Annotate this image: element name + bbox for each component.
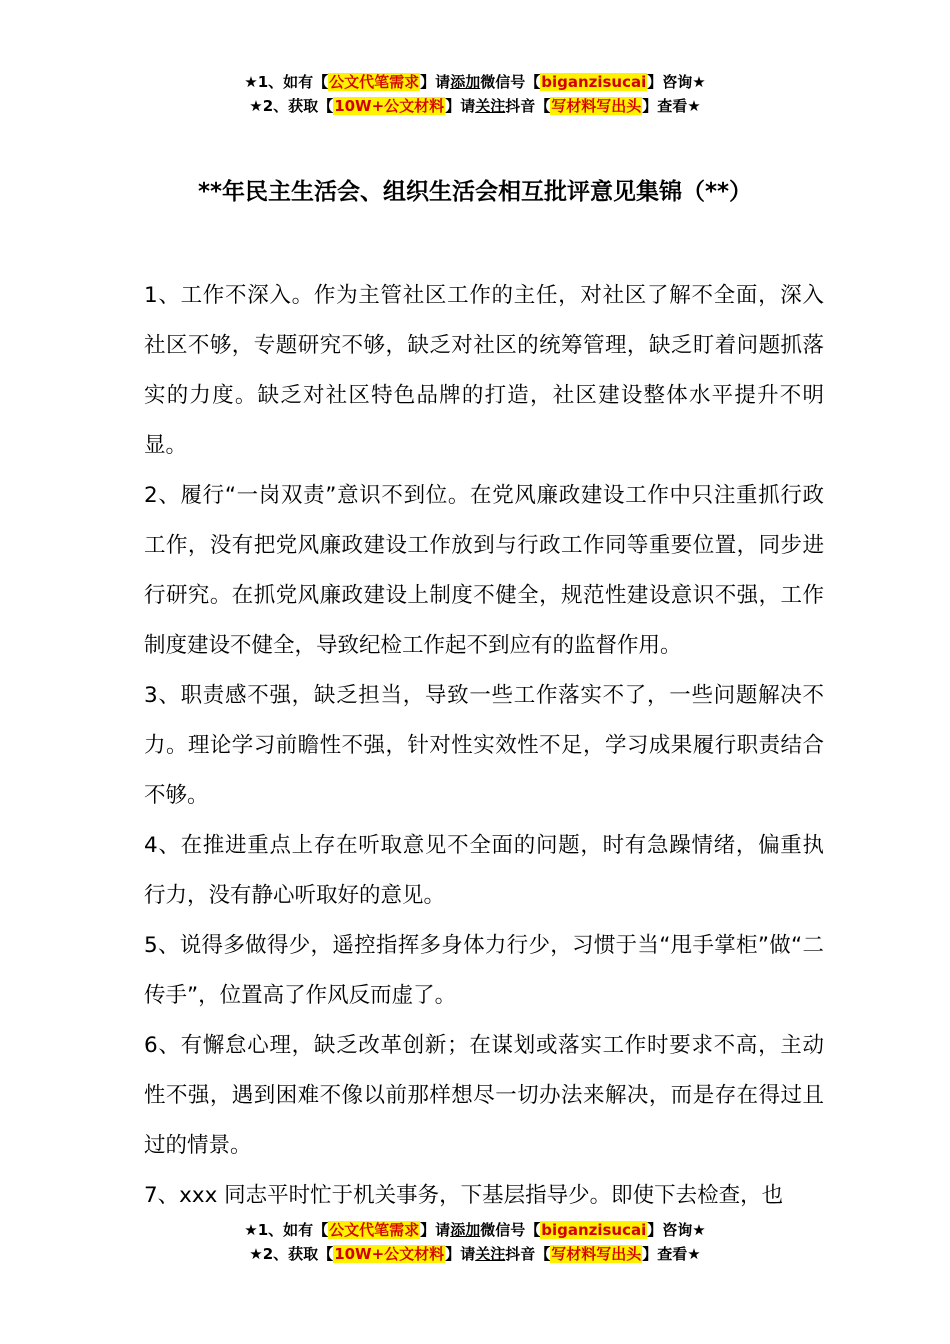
paragraph: 5、说得多做得少，遥控指挥多身体力行少，习惯于当“甩手掌柜”做“二传手”，位置高了作风反而虚了。 <box>144 933 824 1008</box>
document-title: **年民主生活会、组织生活会相互批评意见集锦（**） <box>197 179 753 205</box>
banner-text: 】请 <box>445 97 476 115</box>
banner-text: 】请 <box>445 1245 476 1263</box>
paragraph: 6、有懈怠心理，缺乏改革创新；在谋划或落实工作时要求不高，主动性不强，遇到困难不像以前那样想尽一切办法来解决，而是存在得过且过的情景。 <box>144 1033 824 1158</box>
banner-text: ★2、获取【 <box>249 1245 334 1263</box>
banner-text: ★1、如有【 <box>244 1221 329 1239</box>
banner-text: ★1、如有【 <box>244 73 329 91</box>
banner-highlight: 写材料写出头 <box>551 97 642 115</box>
banner-highlight: 10W+公文材料 <box>334 97 445 115</box>
banner-underline: 关注 <box>475 1245 506 1263</box>
banner-underline: 关注 <box>475 97 506 115</box>
banner-text: 】咨询★ <box>647 73 706 91</box>
banner-text: 】查看★ <box>642 1245 701 1263</box>
banner-underline: 添加 <box>450 73 481 91</box>
banner-line-1 <box>0 1218 950 1242</box>
banner-line-2 <box>0 94 950 118</box>
paragraph: 2、履行“一岗双责”意识不到位。在党风廉政建设工作中只注重抓行政工作，没有把党风廉政建设工作放到与行政工作同等重要位置，同步进行研究。在抓党风廉政建设上制度不健全，规范性建设意识不强，工作制度建设不健全，导致纪检工作起不到应有的监督作用。 <box>144 483 824 658</box>
banner-highlight: 10W+公文材料 <box>334 1245 445 1263</box>
banner-text: 微信号【 <box>480 73 541 91</box>
banner-highlight: 公文代笔需求 <box>329 1221 420 1239</box>
banner-underline: 添加 <box>450 1221 481 1239</box>
banner-highlight: biganzisucai <box>541 1221 647 1239</box>
banner-text: 微信号【 <box>480 1221 541 1239</box>
header-banner <box>0 70 950 118</box>
banner-text: 】查看★ <box>642 97 701 115</box>
document-body <box>144 271 824 1221</box>
banner-line-2 <box>0 1242 950 1266</box>
paragraph: 1、工作不深入。作为主管社区工作的主任，对社区了解不全面，深入社区不够，专题研究不够，缺乏对社区的统筹管理，缺乏盯着问题抓落实的力度。缺乏对社区特色品牌的打造，社区建设整体水平提升不明显。 <box>144 283 824 458</box>
banner-text: 】咨询★ <box>647 1221 706 1239</box>
banner-highlight: biganzisucai <box>541 73 647 91</box>
banner-text: 抖音【 <box>505 97 551 115</box>
banner-text: ★2、获取【 <box>249 97 334 115</box>
banner-text: 抖音【 <box>505 1245 551 1263</box>
banner-highlight: 写材料写出头 <box>551 1245 642 1263</box>
banner-text: 】请 <box>420 73 451 91</box>
banner-text: 】请 <box>420 1221 451 1239</box>
paragraph: 7、xxx 同志平时忙于机关事务，下基层指导少。即使下去检查，也 <box>144 1183 784 1208</box>
paragraph: 4、在推进重点上存在听取意见不全面的问题，时有急躁情绪，偏重执行力，没有静心听取好的意见。 <box>144 833 824 908</box>
banner-highlight: 公文代笔需求 <box>329 73 420 91</box>
paragraph: 3、职责感不强，缺乏担当，导致一些工作落实不了，一些问题解决不力。理论学习前瞻性不强，针对性实效性不足，学习成果履行职责结合不够。 <box>144 683 824 808</box>
banner-line-1 <box>0 70 950 94</box>
footer-banner <box>0 1218 950 1266</box>
